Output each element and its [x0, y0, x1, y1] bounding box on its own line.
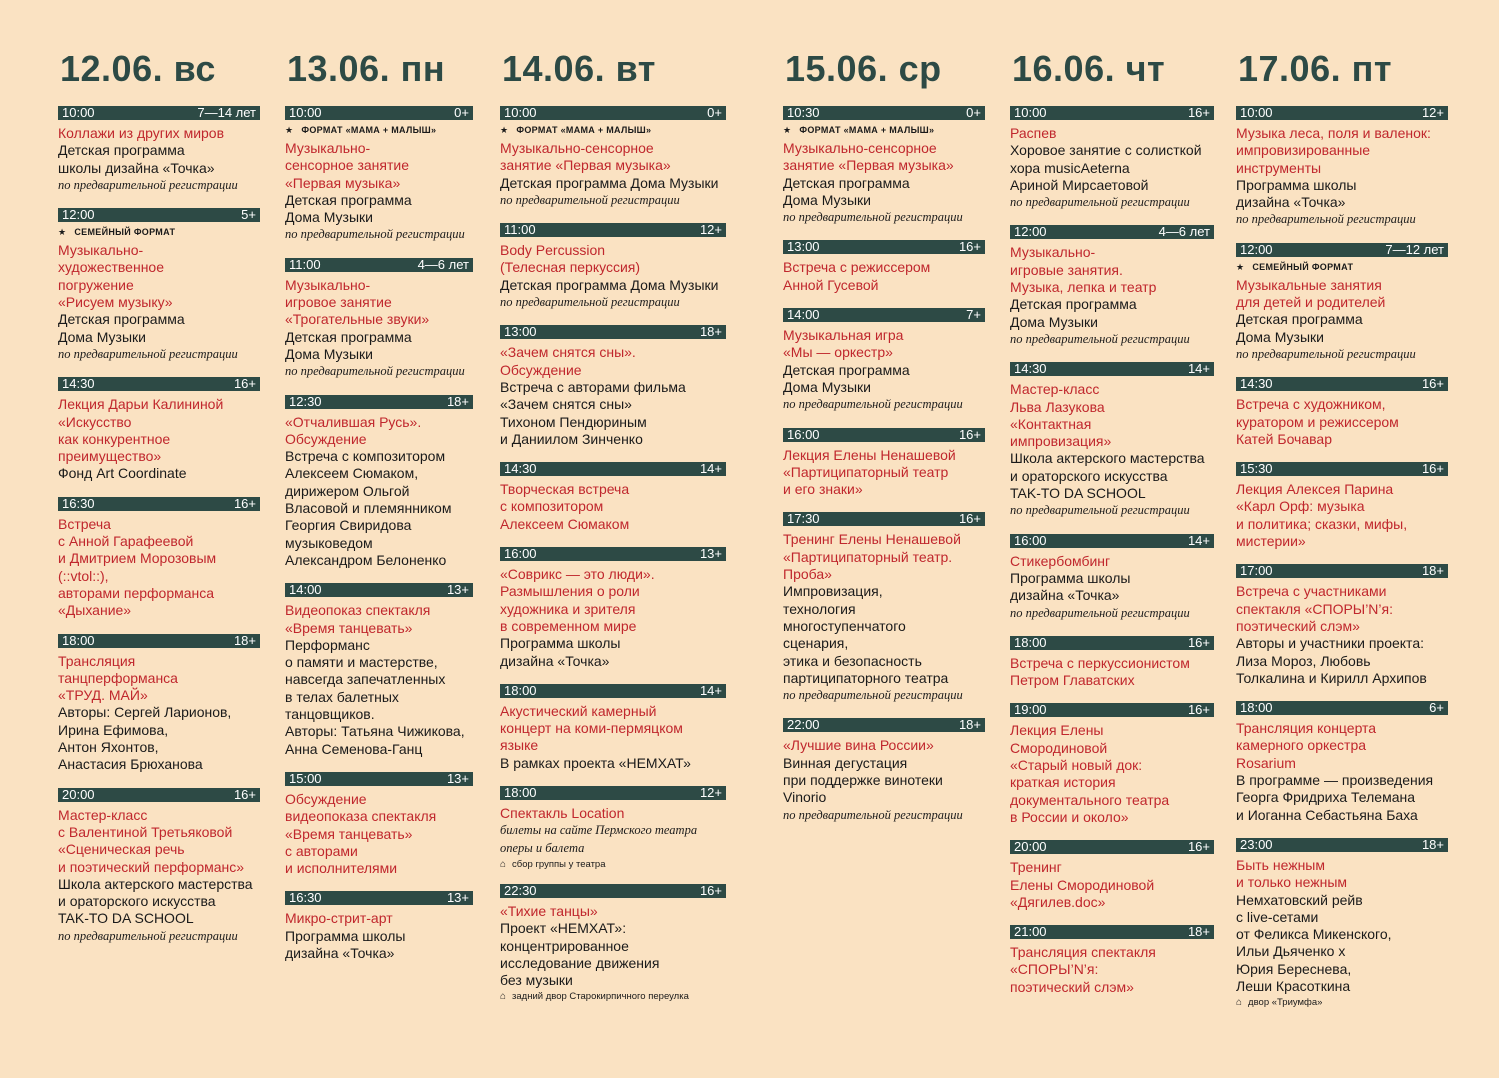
event-format-tag	[58, 227, 260, 238]
event-age-rating: 16+	[1187, 105, 1210, 120]
event-item	[1010, 925, 1214, 996]
event-item	[783, 106, 985, 226]
event-age-rating: 18+	[699, 324, 722, 340]
event-item	[1010, 534, 1214, 622]
event-age-rating: 7—14 лет	[197, 105, 256, 120]
star-icon: ★	[500, 125, 509, 135]
event-description: Немхатовский рейв с live-сетами от Феликса Микенского, Ильи Дьяченко х Юрия Береснева, Леши Красоткина	[1236, 891, 1392, 994]
event-time: 16:00	[1014, 532, 1047, 548]
event-registration-note: по предварительной регистрации	[58, 177, 238, 192]
event-description: Авторы: Сергей Ларионов, Ирина Ефимова, Антон Яхонтов, Анастасия Брюханова	[58, 704, 232, 773]
event-time: 13:00	[504, 324, 537, 340]
event-time-bar	[1010, 534, 1214, 548]
event-item	[1010, 362, 1214, 519]
event-time-bar	[1236, 838, 1448, 852]
event-title: Встреча с Анной Гарафеевой и Дмитрием Морозовым (::vtol::), авторами перформанса «Дыхание»	[58, 515, 217, 619]
event-time: 11:00	[504, 222, 536, 238]
event-time: 12:30	[289, 393, 322, 409]
event-age-rating: 4—6 лет	[1158, 224, 1210, 240]
event-time: 23:00	[1240, 836, 1273, 852]
event-description: Авторы и участники проекта: Лиза Мороз, Любовь Толкалина и Кирилл Архипов	[1236, 635, 1427, 686]
event-title: Музыкально-сенсорное занятие «Первая музыка»	[500, 140, 671, 174]
day-heading: 15.06. ср	[785, 48, 942, 89]
event-item	[1010, 703, 1214, 826]
event-time: 22:30	[504, 882, 537, 898]
event-registration-note: по предварительной регистрации	[783, 688, 963, 703]
event-title: Музыкальная игра «Мы — оркестр»	[783, 327, 904, 361]
event-time: 16:30	[289, 890, 322, 906]
event-registration-note: по предварительной регистрации	[285, 227, 465, 242]
event-item	[1236, 377, 1448, 448]
event-title: «Зачем снятся сны». Обсуждение	[500, 344, 636, 378]
event-description: Детская программа Дома Музыки	[285, 191, 412, 226]
event-age-rating: 7+	[966, 307, 981, 323]
event-time: 14:30	[504, 461, 537, 477]
event-location-text: задний двор Старокирпичного переулка	[512, 991, 689, 1003]
event-format-label: ФОРМАТ «МАМА + МАЛЫШ»	[516, 125, 652, 135]
event-age-rating: 6+	[1429, 700, 1444, 716]
event-title: Музыкально-сенсорное занятие «Первая музыка»	[783, 140, 954, 174]
event-time-bar	[1236, 377, 1448, 391]
event-age-rating: 5+	[241, 207, 256, 223]
home-icon: ⌂	[500, 858, 507, 870]
event-title: Быть нежным и только нежным	[1236, 856, 1348, 891]
event-registration-note: по предварительной регистрации	[783, 807, 963, 822]
event-title: Лекция Елены Смородиновой «Старый новый док: краткая история документального театра в России и около»	[1010, 722, 1170, 825]
event-age-rating: 16+	[1187, 839, 1210, 855]
event-time: 18:00	[1240, 700, 1273, 716]
event-age-rating: 0+	[966, 105, 981, 120]
home-icon: ⌂	[1236, 997, 1243, 1009]
event-age-rating: 16+	[233, 786, 256, 802]
event-title: Встреча с перкуссионистом Петром Главатских	[1010, 654, 1190, 689]
event-time-bar	[285, 106, 473, 120]
event-registration-note: по предварительной регистрации	[58, 346, 238, 361]
event-description: Детская программа Дома Музыки	[500, 174, 719, 191]
event-age-rating: 14+	[699, 461, 722, 477]
event-time-bar	[1010, 703, 1214, 717]
event-time-bar	[58, 106, 260, 120]
event-time: 14:00	[787, 307, 820, 323]
event-format-tag	[500, 125, 726, 136]
event-item	[285, 772, 473, 877]
event-item	[285, 395, 473, 570]
event-description: Встреча с композитором Алексеем Сюмаком, дирижером Ольгой Власовой и племянником Георгия Свиридова музыковедом Александром Белоненко	[285, 448, 452, 568]
event-title: Трансляция танцперформанса «ТРУД. МАЙ»	[58, 652, 178, 704]
event-time: 14:00	[289, 582, 322, 598]
event-item	[285, 583, 473, 758]
day-column	[58, 40, 260, 959]
event-item	[1236, 243, 1448, 363]
event-item	[285, 891, 473, 962]
event-description: Детская программа Дома Музыки	[783, 174, 910, 208]
event-age-rating: 18+	[446, 393, 469, 409]
event-registration-note: по предварительной регистрации	[1010, 331, 1190, 346]
event-time-bar	[58, 497, 260, 511]
event-description: Детская программа Дома Музыки	[1010, 296, 1137, 330]
day-heading: 16.06. чт	[1012, 48, 1166, 89]
event-time: 13:00	[787, 239, 820, 255]
event-format-tag	[285, 125, 473, 136]
event-time-bar	[783, 428, 985, 442]
event-registration-note: по предварительной регистрации	[500, 295, 680, 310]
day-column	[783, 40, 985, 838]
event-item	[1010, 106, 1214, 211]
day-column	[285, 40, 473, 976]
event-title: «Лучшие вина России»	[783, 737, 934, 754]
event-time: 20:00	[62, 786, 95, 802]
event-time: 16:00	[787, 426, 820, 442]
event-time: 17:00	[1240, 563, 1273, 579]
event-age-rating: 13+	[446, 770, 469, 786]
event-time: 10:00	[1014, 105, 1047, 120]
event-age-rating: 14+	[699, 682, 722, 698]
event-item	[1010, 636, 1214, 690]
event-description: Школа актерского мастерства и ораторского искусства TAK-TO DA SCHOOL	[58, 875, 253, 927]
event-description: Школа актерского мастерства и ораторского искусства TAK-TO DA SCHOOL	[1010, 450, 1205, 502]
event-title: Творческая встреча с композитором Алексеем Сюмаком	[500, 481, 630, 532]
event-time: 16:00	[504, 546, 537, 562]
event-age-rating: 0+	[454, 105, 469, 120]
event-time: 20:00	[1014, 839, 1047, 855]
event-age-rating: 12+	[699, 785, 722, 801]
event-age-rating: 18+	[1421, 836, 1444, 852]
event-age-rating: 13+	[446, 890, 469, 906]
event-location-text: двор «Триумфа»	[1248, 997, 1323, 1009]
event-time-bar	[58, 377, 260, 391]
event-item	[500, 462, 726, 533]
event-time: 14:30	[1240, 376, 1273, 392]
event-time-bar	[783, 240, 985, 254]
event-item	[1236, 701, 1448, 824]
event-item	[1236, 106, 1448, 229]
day-heading: 17.06. пт	[1238, 48, 1392, 89]
event-title: Музыкально- сенсорное занятие «Первая музыка»	[285, 140, 409, 191]
event-time-bar	[285, 583, 473, 597]
event-title: Встреча с участниками спектакля «СПОРЫ’N’я: поэтический слэм»	[1236, 583, 1393, 634]
event-item	[1236, 462, 1448, 550]
event-description: Фонд Art Coordinate	[58, 465, 187, 482]
event-title: Лекция Дарьи Калининой «Искусство как конкурентное преимущество»	[58, 396, 224, 465]
event-registration-note: по предварительной регистрации	[783, 210, 963, 225]
event-time: 17:30	[787, 511, 820, 527]
event-age-rating: 0+	[707, 105, 722, 120]
event-age-rating: 16+	[1421, 461, 1444, 477]
event-item	[58, 106, 260, 194]
event-description: Детская программа Дома Музыки	[783, 361, 910, 395]
event-title: Встреча с режиссером Анной Гусевой	[783, 259, 931, 293]
event-description: Проект «НЕМХАТ»: концентрированное исследование движения без музыки	[500, 920, 660, 989]
event-title: «Тихие танцы»	[500, 902, 598, 919]
event-description: Программа школы дизайна «Точка»	[285, 927, 406, 961]
event-time: 11:00	[289, 256, 321, 272]
event-time-bar	[1010, 636, 1214, 650]
event-item	[58, 208, 260, 363]
event-time-bar	[58, 788, 260, 802]
event-description: Детская программа Дома Музыки	[500, 276, 719, 293]
event-item	[500, 547, 726, 670]
event-age-rating: 7—12 лет	[1385, 241, 1444, 257]
event-time: 12:00	[1014, 224, 1047, 240]
event-registration-note: по предварительной регистрации	[1010, 503, 1190, 518]
event-title: Трансляция спектакля «СПОРЫ’N’я: поэтический слэм»	[1010, 944, 1156, 995]
event-title: Мастер-класс Льва Лазукова «Контактная импровизация»	[1010, 381, 1112, 450]
event-description: В программе — произведения Георга Фридриха Телемана и Иоганна Себастьяна Баха	[1236, 772, 1434, 823]
event-time: 18:00	[504, 785, 537, 801]
event-description: Импровизация, технология многоступенчатого сценария, этика и безопасность партиципаторного театра	[783, 583, 949, 686]
event-age-rating: 16+	[699, 882, 722, 898]
event-time: 21:00	[1014, 924, 1047, 940]
event-description: Детская программа Дома Музыки	[1236, 311, 1363, 345]
event-title: Музыкально- игровые занятия. Музыка, лепка и театр	[1010, 244, 1157, 296]
event-time-bar	[500, 547, 726, 561]
event-time: 12:00	[1240, 241, 1273, 257]
home-icon: ⌂	[500, 991, 507, 1003]
event-title: Стикербомбинг	[1010, 552, 1111, 569]
event-time-bar	[285, 891, 473, 905]
event-title: Встреча с художником, куратором и режиссером Катей Бочавар	[1236, 396, 1399, 447]
event-time-bar	[285, 772, 473, 786]
event-format-label: ФОРМАТ «МАМА + МАЛЫШ»	[301, 125, 437, 135]
event-time: 10:30	[787, 105, 820, 120]
day-heading: 13.06. пн	[287, 48, 446, 89]
event-item	[783, 240, 985, 294]
event-description: Встреча с авторами фильма «Зачем снятся сны» Тихоном Пендюриным и Даниилом Зинченко	[500, 378, 686, 447]
event-registration-note: по предварительной регистрации	[285, 364, 465, 379]
event-item	[58, 634, 260, 774]
event-item	[58, 377, 260, 482]
event-age-rating: 16+	[958, 426, 981, 442]
event-time-bar	[1010, 925, 1214, 939]
event-item	[58, 497, 260, 620]
event-title: Обсуждение видеопоказа спектакля «Время танцевать» с авторами и исполнителями	[285, 790, 437, 877]
event-registration-note: по предварительной регистрации	[1236, 346, 1416, 361]
event-time-bar	[1236, 106, 1448, 120]
day-column	[1010, 40, 1214, 1010]
event-time: 10:00	[62, 105, 95, 120]
event-registration-note: по предварительной регистрации	[58, 928, 238, 943]
event-title: Body Percussion (Телесная перкуссия)	[500, 242, 641, 276]
event-time: 15:30	[1240, 461, 1273, 477]
event-description: В рамках проекта «НЕМХАТ»	[500, 754, 691, 771]
event-age-rating: 18+	[1421, 563, 1444, 579]
event-item	[783, 308, 985, 413]
event-age-rating: 16+	[958, 511, 981, 527]
event-registration-note: по предварительной регистрации	[1010, 195, 1190, 210]
event-format-label: СЕМЕЙНЫЙ ФОРМАТ	[1252, 261, 1354, 272]
event-item	[500, 684, 726, 772]
event-title: Микро-стрит-арт	[285, 910, 393, 927]
event-age-rating: 13+	[446, 582, 469, 598]
event-title: Спектакль Location	[500, 805, 625, 822]
event-time-bar	[500, 884, 726, 898]
event-description: Программа школы дизайна «Точка»	[1010, 569, 1131, 604]
event-time-bar	[500, 786, 726, 800]
event-time: 14:30	[62, 376, 95, 392]
event-title: Тренинг Елены Ненашевой «Партиципаторный театр. Проба»	[783, 531, 961, 583]
event-age-rating: 12+	[699, 222, 722, 238]
event-time-bar	[500, 684, 726, 698]
event-time-bar	[285, 258, 473, 272]
event-time-bar	[1236, 243, 1448, 257]
event-title: Музыка леса, поля и валенок: импровизированные инструменты	[1236, 125, 1431, 176]
event-time-bar	[1236, 701, 1448, 715]
event-age-rating: 18+	[233, 632, 256, 648]
event-item	[500, 884, 726, 1002]
event-description: Детская программа Дома Музыки	[58, 311, 185, 345]
event-location	[500, 991, 726, 1002]
event-time: 14:30	[1014, 361, 1047, 377]
event-time-bar	[500, 106, 726, 120]
event-item	[500, 786, 726, 870]
event-registration-note: по предварительной регистрации	[500, 192, 680, 207]
event-time: 18:00	[62, 632, 95, 648]
event-age-rating: 16+	[233, 495, 256, 511]
event-title: Распев	[1010, 125, 1057, 141]
event-time-bar	[1010, 840, 1214, 854]
event-location	[500, 859, 726, 870]
day-column	[500, 40, 726, 1016]
event-item	[1010, 840, 1214, 911]
event-format-tag	[1236, 262, 1448, 273]
event-item	[500, 325, 726, 448]
event-time-bar	[58, 208, 260, 222]
event-time-bar	[1010, 362, 1214, 376]
event-location-text: сбор группы у театра	[512, 858, 606, 870]
event-registration-note: по предварительной регистрации	[783, 397, 963, 412]
event-age-rating: 14+	[1187, 532, 1210, 548]
event-title: «Отчалившая Русь». Обсуждение	[285, 413, 422, 447]
event-age-rating: 4—6 лет	[417, 256, 469, 272]
event-title: Трансляция концерта камерного оркестра Rosarium	[1236, 720, 1377, 771]
event-description: Винная дегустация при поддержке винотеки Vinorio	[783, 754, 943, 806]
star-icon: ★	[1236, 261, 1245, 272]
event-time-bar	[500, 325, 726, 339]
event-time-bar	[500, 462, 726, 476]
event-title: Музыкально- художественное погружение «Рисуем музыку»	[58, 242, 173, 311]
event-age-rating: 16+	[958, 239, 981, 255]
event-title: Мастер-класс с Валентиной Третьяковой «Сценическая речь и поэтический перформанс»	[58, 806, 245, 875]
event-age-rating: 18+	[958, 717, 981, 733]
event-item	[1236, 564, 1448, 687]
event-time-bar	[500, 223, 726, 237]
event-time: 12:00	[62, 207, 95, 223]
event-item	[1236, 838, 1448, 1008]
event-format-label: СЕМЕЙНЫЙ ФОРМАТ	[74, 227, 176, 238]
event-location	[1236, 997, 1448, 1008]
day-heading: 14.06. вт	[502, 48, 656, 89]
event-item	[500, 106, 726, 209]
day-column	[1236, 40, 1448, 1022]
day-heading: 12.06. вс	[60, 48, 216, 89]
event-title: Тренинг Елены Смородиновой «Дягилев.doc»	[1010, 859, 1155, 910]
event-time-bar	[1010, 106, 1214, 120]
event-description: Программа школы дизайна «Точка»	[500, 635, 621, 669]
event-age-rating: 16+	[1187, 634, 1210, 650]
event-time-bar	[285, 395, 473, 409]
event-time-bar	[1010, 225, 1214, 239]
event-description: Перформанс о памяти и мастерстве, навсегда запечатленных в телах балетных танцовщиков. Авторы: Татьяна Чижикова, Анна Семенова-Ганц	[285, 636, 465, 757]
event-time-bar	[783, 106, 985, 120]
event-title: Коллажи из других миров	[58, 125, 225, 141]
event-time: 22:00	[787, 717, 820, 733]
event-description: Программа школы дизайна «Точка»	[1236, 176, 1357, 211]
star-icon: ★	[58, 227, 67, 238]
event-time-bar	[58, 634, 260, 648]
event-item	[783, 718, 985, 823]
star-icon: ★	[285, 125, 294, 135]
event-time-bar	[783, 512, 985, 526]
event-age-rating: 16+	[1187, 702, 1210, 718]
event-time: 18:00	[1014, 634, 1047, 650]
event-item	[285, 258, 473, 381]
event-time: 10:00	[504, 105, 537, 120]
event-time: 19:00	[1014, 702, 1047, 718]
event-item	[783, 512, 985, 704]
event-title: Лекция Алексея Парина «Карл Орф: музыка и политика; сказки, мифы, мистерии»	[1236, 481, 1408, 550]
event-time: 18:00	[504, 682, 537, 698]
event-time-bar	[1236, 462, 1448, 476]
event-title: Музыкально- игровое занятие «Трогательные звуки»	[285, 276, 430, 328]
event-age-rating: 12+	[1421, 105, 1444, 120]
event-title: «Соврикс — это люди». Размышления о роли художника и зрителя в современном мире	[500, 566, 655, 634]
event-age-rating: 16+	[1421, 376, 1444, 392]
event-title: Лекция Елены Ненашевой «Партиципаторный театр и его знаки»	[783, 446, 956, 498]
event-time: 15:00	[289, 770, 322, 786]
event-item	[285, 106, 473, 244]
event-description: Хоровое занятие с солисткой хора musicAeterna Ариной Мирсаетовой	[1010, 142, 1202, 193]
event-title: Музыкальные занятия для детей и родителей	[1236, 276, 1386, 311]
event-title: Видеопоказ спектакля «Время танцевать»	[285, 602, 431, 636]
event-registration-note: по предварительной регистрации	[1236, 212, 1416, 227]
event-item	[1010, 225, 1214, 348]
event-age-rating: 14+	[1187, 361, 1210, 377]
event-item	[500, 223, 726, 311]
event-time-bar	[783, 718, 985, 732]
event-time-bar	[783, 308, 985, 322]
event-time: 10:00	[1240, 105, 1273, 120]
event-item	[783, 428, 985, 499]
event-time: 10:00	[289, 105, 322, 120]
event-registration-note: по предварительной регистрации	[1010, 605, 1190, 620]
event-description: Детская программа Дома Музыки	[285, 328, 412, 362]
event-format-tag	[783, 125, 985, 136]
event-item	[58, 788, 260, 945]
event-time: 16:30	[62, 495, 95, 511]
event-age-rating: 13+	[699, 546, 722, 562]
star-icon: ★	[783, 125, 792, 135]
event-age-rating: 16+	[233, 376, 256, 392]
event-time-bar	[1236, 564, 1448, 578]
event-description: Детская программа школы дизайна «Точка»	[58, 142, 215, 176]
event-title: Акустический камерный концерт на коми-пермяцком языке	[500, 702, 683, 754]
event-registration-note: билеты на сайте Пермского театра оперы и балета	[500, 823, 698, 855]
event-format-label: ФОРМАТ «МАМА + МАЛЫШ»	[799, 125, 935, 135]
event-age-rating: 18+	[1187, 924, 1210, 940]
